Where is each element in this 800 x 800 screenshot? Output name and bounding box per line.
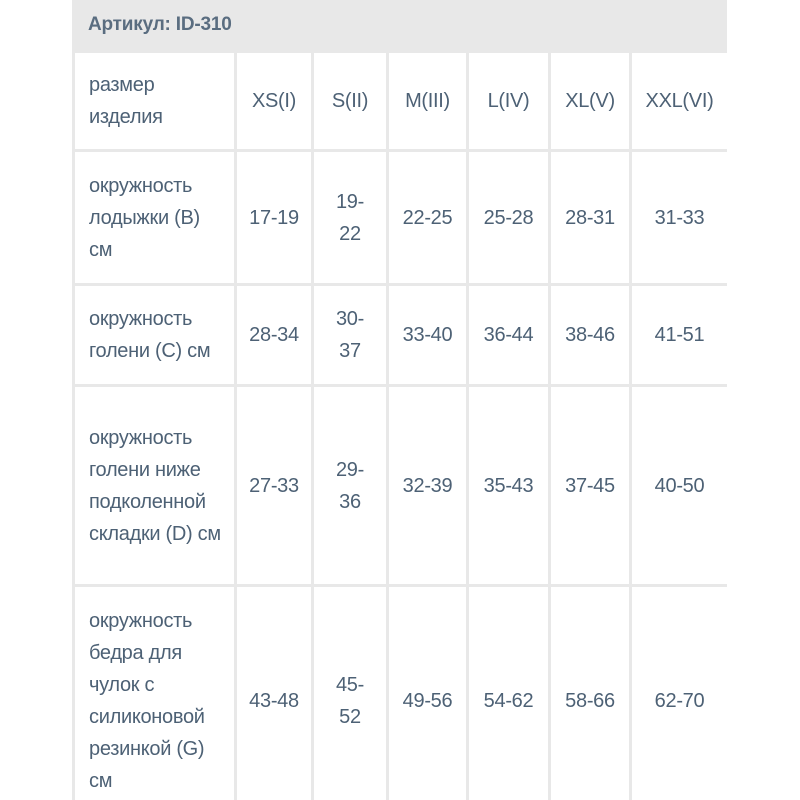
table-cell: 40-50 — [631, 386, 728, 586]
table-cell: 28-31 — [550, 151, 631, 285]
size-header-xs: XS(I) — [236, 52, 313, 151]
row-label: окружность лодыжки (B) см — [74, 151, 236, 285]
table-cell: 54-62 — [468, 586, 550, 800]
table-cell: 28-34 — [236, 285, 313, 386]
size-header-xl: XL(V) — [550, 52, 631, 151]
table-cell: 43-48 — [236, 586, 313, 800]
table-row — [74, 151, 728, 285]
table-cell: 25-28 — [468, 151, 550, 285]
table-cell: 19-22 — [313, 151, 388, 285]
size-header-xxl: XXL(VI) — [631, 52, 728, 151]
article-title: Артикул: ID-310 — [88, 14, 232, 35]
table-cell: 27-33 — [236, 386, 313, 586]
table-cell: 32-39 — [388, 386, 468, 586]
table-cell: 45-52 — [313, 586, 388, 800]
size-header-s: S(II) — [313, 52, 388, 151]
table-cell: 37-45 — [550, 386, 631, 586]
row-label: окружность бедра для чулок с силиконовой резинкой (G) см — [74, 586, 236, 800]
header-row — [74, 52, 728, 151]
table-cell: 22-25 — [388, 151, 468, 285]
table-row — [74, 586, 728, 800]
table-cell: 33-40 — [388, 285, 468, 386]
table-cell: 30-37 — [313, 285, 388, 386]
table-cell: 41-51 — [631, 285, 728, 386]
table-cell: 17-19 — [236, 151, 313, 285]
table-cell: 49-56 — [388, 586, 468, 800]
table-cell: 62-70 — [631, 586, 728, 800]
table-cell: 38-46 — [550, 285, 631, 386]
table-cell: 58-66 — [550, 586, 631, 800]
table-cell: 36-44 — [468, 285, 550, 386]
size-chart — [72, 0, 727, 800]
table-row — [74, 386, 728, 586]
size-header-l: L(IV) — [468, 52, 550, 151]
size-header-m: M(III) — [388, 52, 468, 151]
table-row — [74, 285, 728, 386]
table-cell: 31-33 — [631, 151, 728, 285]
header-label: размер изделия — [74, 52, 236, 151]
table-cell: 29-36 — [313, 386, 388, 586]
size-table — [72, 50, 727, 800]
row-label: окружность голени ниже подколенной складки (D) см — [74, 386, 236, 586]
table-cell: 35-43 — [468, 386, 550, 586]
row-label: окружность голени (C) см — [74, 285, 236, 386]
